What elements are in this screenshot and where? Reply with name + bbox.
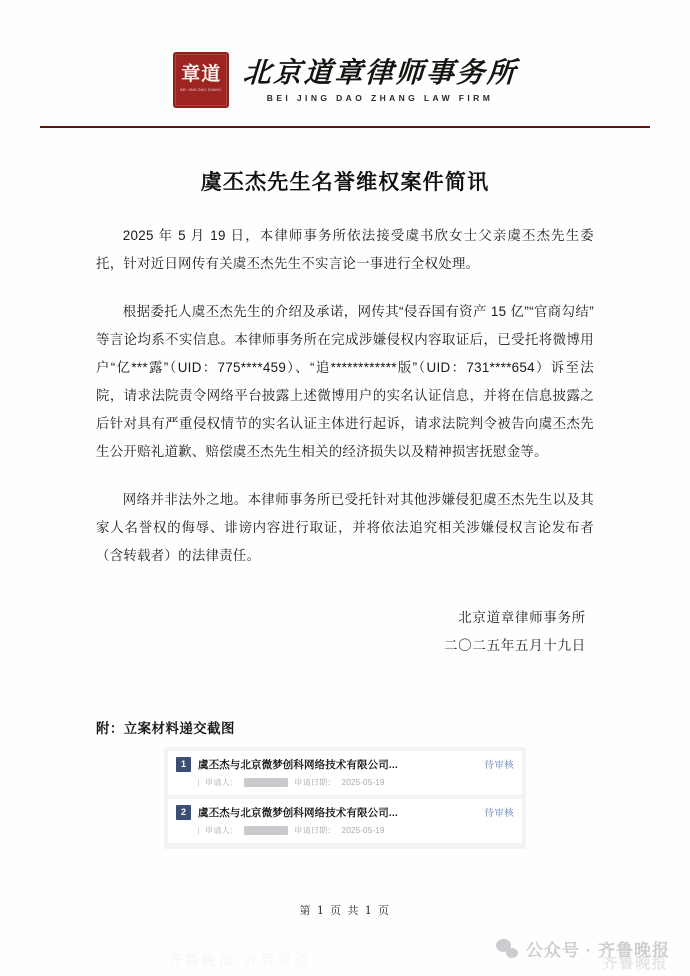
page-title: 虞丕杰先生名誉维权案件简讯 <box>200 170 490 194</box>
filing-date: 2025-05-19 <box>341 778 385 788</box>
applicant-redaction <box>244 826 288 835</box>
faint-wide-watermark: 齐鲁晚报·齐鲁壹点 <box>168 952 312 968</box>
seal-char-dao: 道 <box>201 62 221 85</box>
signature-date: 二〇二五年五月十九日 <box>444 638 586 654</box>
filing-row-header <box>176 805 514 820</box>
meta-divider <box>198 827 199 835</box>
status-badge: 待审核 <box>484 760 514 772</box>
header-divider <box>40 126 650 128</box>
seal-char-zhang: 章 <box>181 62 201 85</box>
firm-seal-icon <box>173 52 229 108</box>
date-label: 申请日期： <box>294 826 336 836</box>
firm-name-block <box>243 57 518 103</box>
date-label: 申请日期： <box>294 778 336 788</box>
document-body <box>96 222 594 570</box>
row-index-badge: 2 <box>176 805 191 820</box>
watermark-text: 公众号 · 齐鲁晚报 <box>525 941 670 960</box>
publisher-watermark <box>496 936 670 961</box>
table-row[interactable] <box>168 799 522 843</box>
case-title: 虞丕杰与北京微梦创科网络技术有限公司... <box>198 807 398 820</box>
filing-row-meta <box>198 825 514 836</box>
signature-firm: 北京道章律师事务所 <box>458 610 586 626</box>
faint-watermark: 齐鲁晚报 <box>602 955 668 972</box>
letterhead <box>0 0 690 108</box>
case-title: 虞丕杰与北京微梦创科网络技术有限公司... <box>198 759 398 772</box>
paragraph-3: 网络并非法外之地。本律师事务所已受托针对其他涉嫌侵犯虞丕杰先生以及其家人名誉权的侮辱、诽谤内容进行取证，并将依法追究相关涉嫌侵权言论发布者（含转载者）的法律责任。 <box>96 492 594 564</box>
status-badge: 待审核 <box>484 808 514 820</box>
applicant-label: 申请人： <box>205 778 239 788</box>
seal-subtext: BEI JING DAO ZHANG <box>180 87 222 92</box>
filing-row-header <box>176 757 514 772</box>
attachment-label: 附：立案材料递交截图 <box>96 721 235 737</box>
row-index-badge: 1 <box>176 757 191 772</box>
filing-date: 2025-05-19 <box>341 826 385 836</box>
paragraph-2: 根据委托人虞丕杰先生的介绍及承诺，网传其“侵吞国有资产 15 亿”“官商勾结”等言论均系不实信息。本律师事务所在完成涉嫌侵权内容取证后，已受托将微博用户“亿***露”（UID：775****459）、“追************版”（UID：731****654）诉至法院，请求法院责令网络平台披露上述微博用户的实名认证信息，并将在信息披露之后针对具有严重侵权情节的实名认证主体进行起诉，请求法院判令被告向虞丕杰先生公开赔礼道歉、赔偿虞丕杰先生相关的经济损失以及精神损害抚慰金等。 <box>96 304 594 460</box>
applicant-label: 申请人： <box>205 826 239 836</box>
wechat-icon <box>496 939 518 958</box>
seal-characters <box>181 62 221 85</box>
table-row[interactable] <box>168 751 522 795</box>
page-footer: 第 1 页 共 1 页 <box>299 904 391 917</box>
firm-name-en: BEI JING DAO ZHANG LAW FIRM <box>266 93 494 103</box>
applicant-redaction <box>244 778 288 787</box>
filing-row-meta <box>198 777 514 788</box>
filing-screenshot <box>164 747 526 849</box>
meta-divider <box>198 779 199 787</box>
firm-name-cn: 北京道章律师事务所 <box>241 55 519 89</box>
signature-block <box>0 604 586 660</box>
paragraph-1: 2025 年 5 月 19 日，本律师事务所依法接受虞书欣女士父亲虞丕杰先生委托，针对近日网传有关虞丕杰先生不实言论一事进行全权处理。 <box>96 228 594 272</box>
